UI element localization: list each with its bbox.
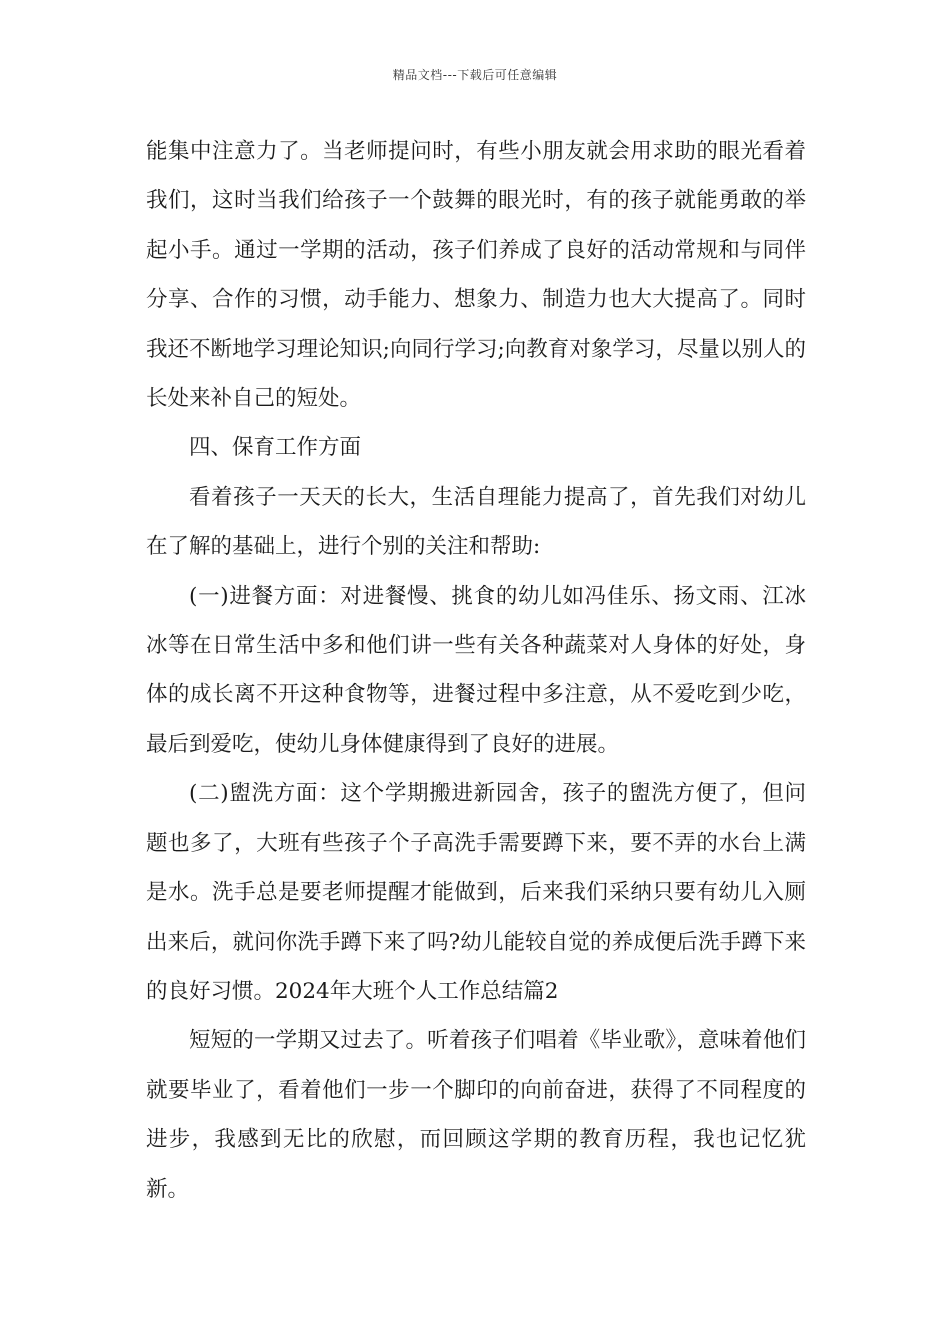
document-body — [146, 127, 806, 1214]
paragraph-continuation: 能集中注意力了。当老师提问时，有些小朋友就会用求助的眼光看着我们，这时当我们给孩子一个鼓舞的眼光时，有的孩子就能勇敢的举起小手。通过一学期的活动，孩子们养成了良好的活动常规和与同伴分享、合作的习惯，动手能力、想象力、制造力也大大提高了。同时我还不断地学习理论知识;向同行学习;向教育对象学习，尽量以别人的长处来补自己的短处。 — [146, 139, 806, 412]
paragraph-intro-childcare: 看着孩子一天天的长大，生活自理能力提高了，首先我们对幼儿在了解的基础上，进行个别的关注和帮助: — [146, 484, 806, 560]
page-header: 精品文档---下载后可任意编辑 — [392, 68, 558, 82]
section-heading-childcare: 四、保育工作方面 — [189, 435, 362, 461]
paragraph-semester-review: 短短的一学期又过去了。听着孩子们唱着《毕业歌》，意味着他们就要毕业了，看着他们一步一个脚印的向前奋进，获得了不同程度的进步，我感到无比的欣慰，而回顾这学期的教育历程，我也记忆犹新。 — [146, 1028, 806, 1202]
paragraph-meals: (一)进餐方面：对进餐慢、挑食的幼儿如冯佳乐、扬文雨、江冰冰等在日常生活中多和他们讲一些有关各种蔬菜对人身体的好处，身体的成长离不开这种食物等，进餐过程中多注意，从不爱吃到少吃，最后到爱吃，使幼儿身体健康得到了良好的进展。 — [146, 583, 806, 757]
paragraph-washing: (二)盥洗方面：这个学期搬进新园舍，孩子的盥洗方便了，但问题也多了，大班有些孩子个子高洗手需要蹲下来，要不弄的水台上满是水。洗手总是要老师提醒才能做到，后来我们采纳只要有幼儿入厕出来后，就问你洗手蹲下来了吗?幼儿能较自觉的养成便后洗手蹲下来的良好习惯。2024年大班个人工作总结篇2 — [146, 781, 806, 1004]
